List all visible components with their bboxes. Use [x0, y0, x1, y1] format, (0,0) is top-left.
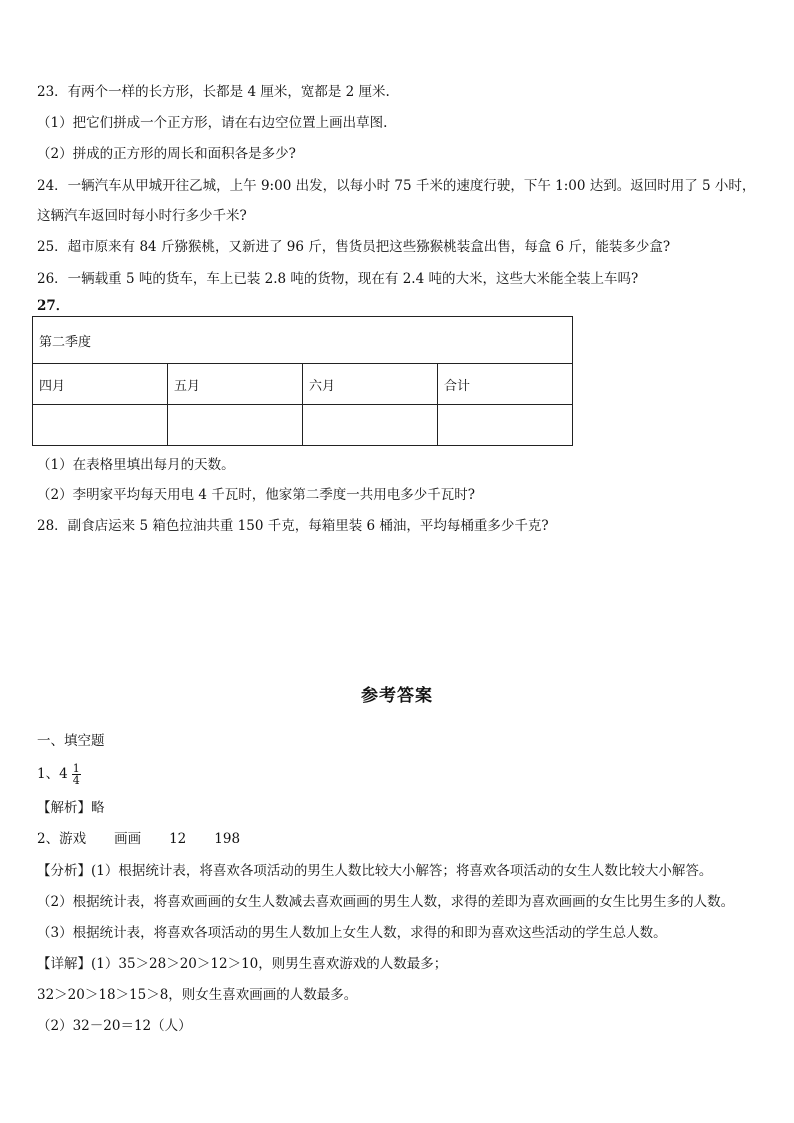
answer-2-value-3: 12 — [169, 831, 187, 847]
q27-col-june: 六月 — [303, 364, 438, 405]
answer-2-value-4: 198 — [214, 831, 241, 847]
q24-line2: 这辆汽车返回时每小时行多少千米? — [37, 208, 247, 224]
answer-1-analysis: 【解析】略 — [37, 800, 105, 816]
answer-2-detail-3: （2）32－20＝12（人） — [37, 1018, 192, 1034]
answer-2-analysis: 【分析】(1）根据统计表，将喜欢各项活动的男生人数比较大小解答；将喜欢各项活动的女生人数比较大小解答。 — [37, 863, 713, 879]
answer-2-detail-1: 【详解】(1）35＞28＞20＞12＞10，则男生喜欢游戏的人数最多； — [37, 956, 448, 972]
answer-2-label: 2、游戏 — [37, 831, 87, 847]
answer-1-fraction — [72, 763, 81, 786]
q27-part1: （1）在表格里填出每月的天数。 — [37, 457, 235, 473]
q27-table — [32, 316, 573, 446]
q27-cell-april — [33, 405, 168, 446]
q23-stem: 23．有两个一样的长方形，长都是 4 厘米，宽都是 2 厘米. — [37, 84, 390, 100]
q25-text: 25．超市原来有 84 斤猕猴桃，又新进了 96 斤，售货员把这些猕猴桃装盒出售，每盒 6 斤，能装多少盒? — [37, 239, 671, 255]
q27-cell-june — [303, 405, 438, 446]
q27-table-header: 第二季度 — [33, 317, 573, 364]
q27-cell-total — [438, 405, 573, 446]
answer-2-value-2: 画画 — [114, 831, 142, 847]
q28-text: 28．副食店运来 5 箱色拉油共重 150 千克，每箱里装 6 桶油，平均每桶重多少千克? — [37, 518, 549, 534]
q27-col-may: 五月 — [168, 364, 303, 405]
q23-part2: （2）拼成的正方形的周长和面积各是多少? — [37, 146, 296, 162]
answer-1-denominator: 4 — [72, 774, 80, 787]
answer-2-detail-2: 32＞20＞18＞15＞8，则女生喜欢画画的人数最多。 — [37, 987, 358, 1003]
answer-2 — [37, 830, 240, 848]
q27-col-april: 四月 — [33, 364, 168, 405]
q26-text: 26．一辆载重 5 吨的货车，车上已装 2.8 吨的货物，现在有 2.4 吨的大米，这些大米能全装上车吗? — [37, 271, 639, 287]
answer-2-analysis-part3: （3）根据统计表，将喜欢各项活动的男生人数加上女生人数，求得的和即为喜欢这些活动的学生总人数。 — [37, 925, 667, 941]
q27-col-total: 合计 — [438, 364, 573, 405]
answers-section-heading: 一、填空题 — [37, 733, 105, 749]
q27-number: 27． — [37, 298, 70, 314]
q27-cell-may — [168, 405, 303, 446]
answer-1-label: 1、4 — [37, 766, 68, 782]
answer-1-numerator: 1 — [72, 762, 80, 775]
answer-2-analysis-part2: （2）根据统计表，将喜欢画画的女生人数减去喜欢画画的男生人数，求得的差即为喜欢画画的女生比男生多的人数。 — [37, 894, 735, 910]
answers-title: 参考答案 — [361, 686, 433, 706]
q24-line1: 24．一辆汽车从甲城开往乙城，上午 9:00 出发，以每小时 75 千米的速度行驶，下午 1:00 达到。返回时用了 5 小时， — [37, 178, 756, 194]
q23-part1: （1）把它们拼成一个正方形，请在右边空位置上画出草图. — [37, 115, 388, 131]
q27-part2: （2）李明家平均每天用电 4 千瓦时，他家第二季度一共用电多少千瓦时? — [37, 487, 475, 503]
answer-1 — [37, 763, 81, 786]
